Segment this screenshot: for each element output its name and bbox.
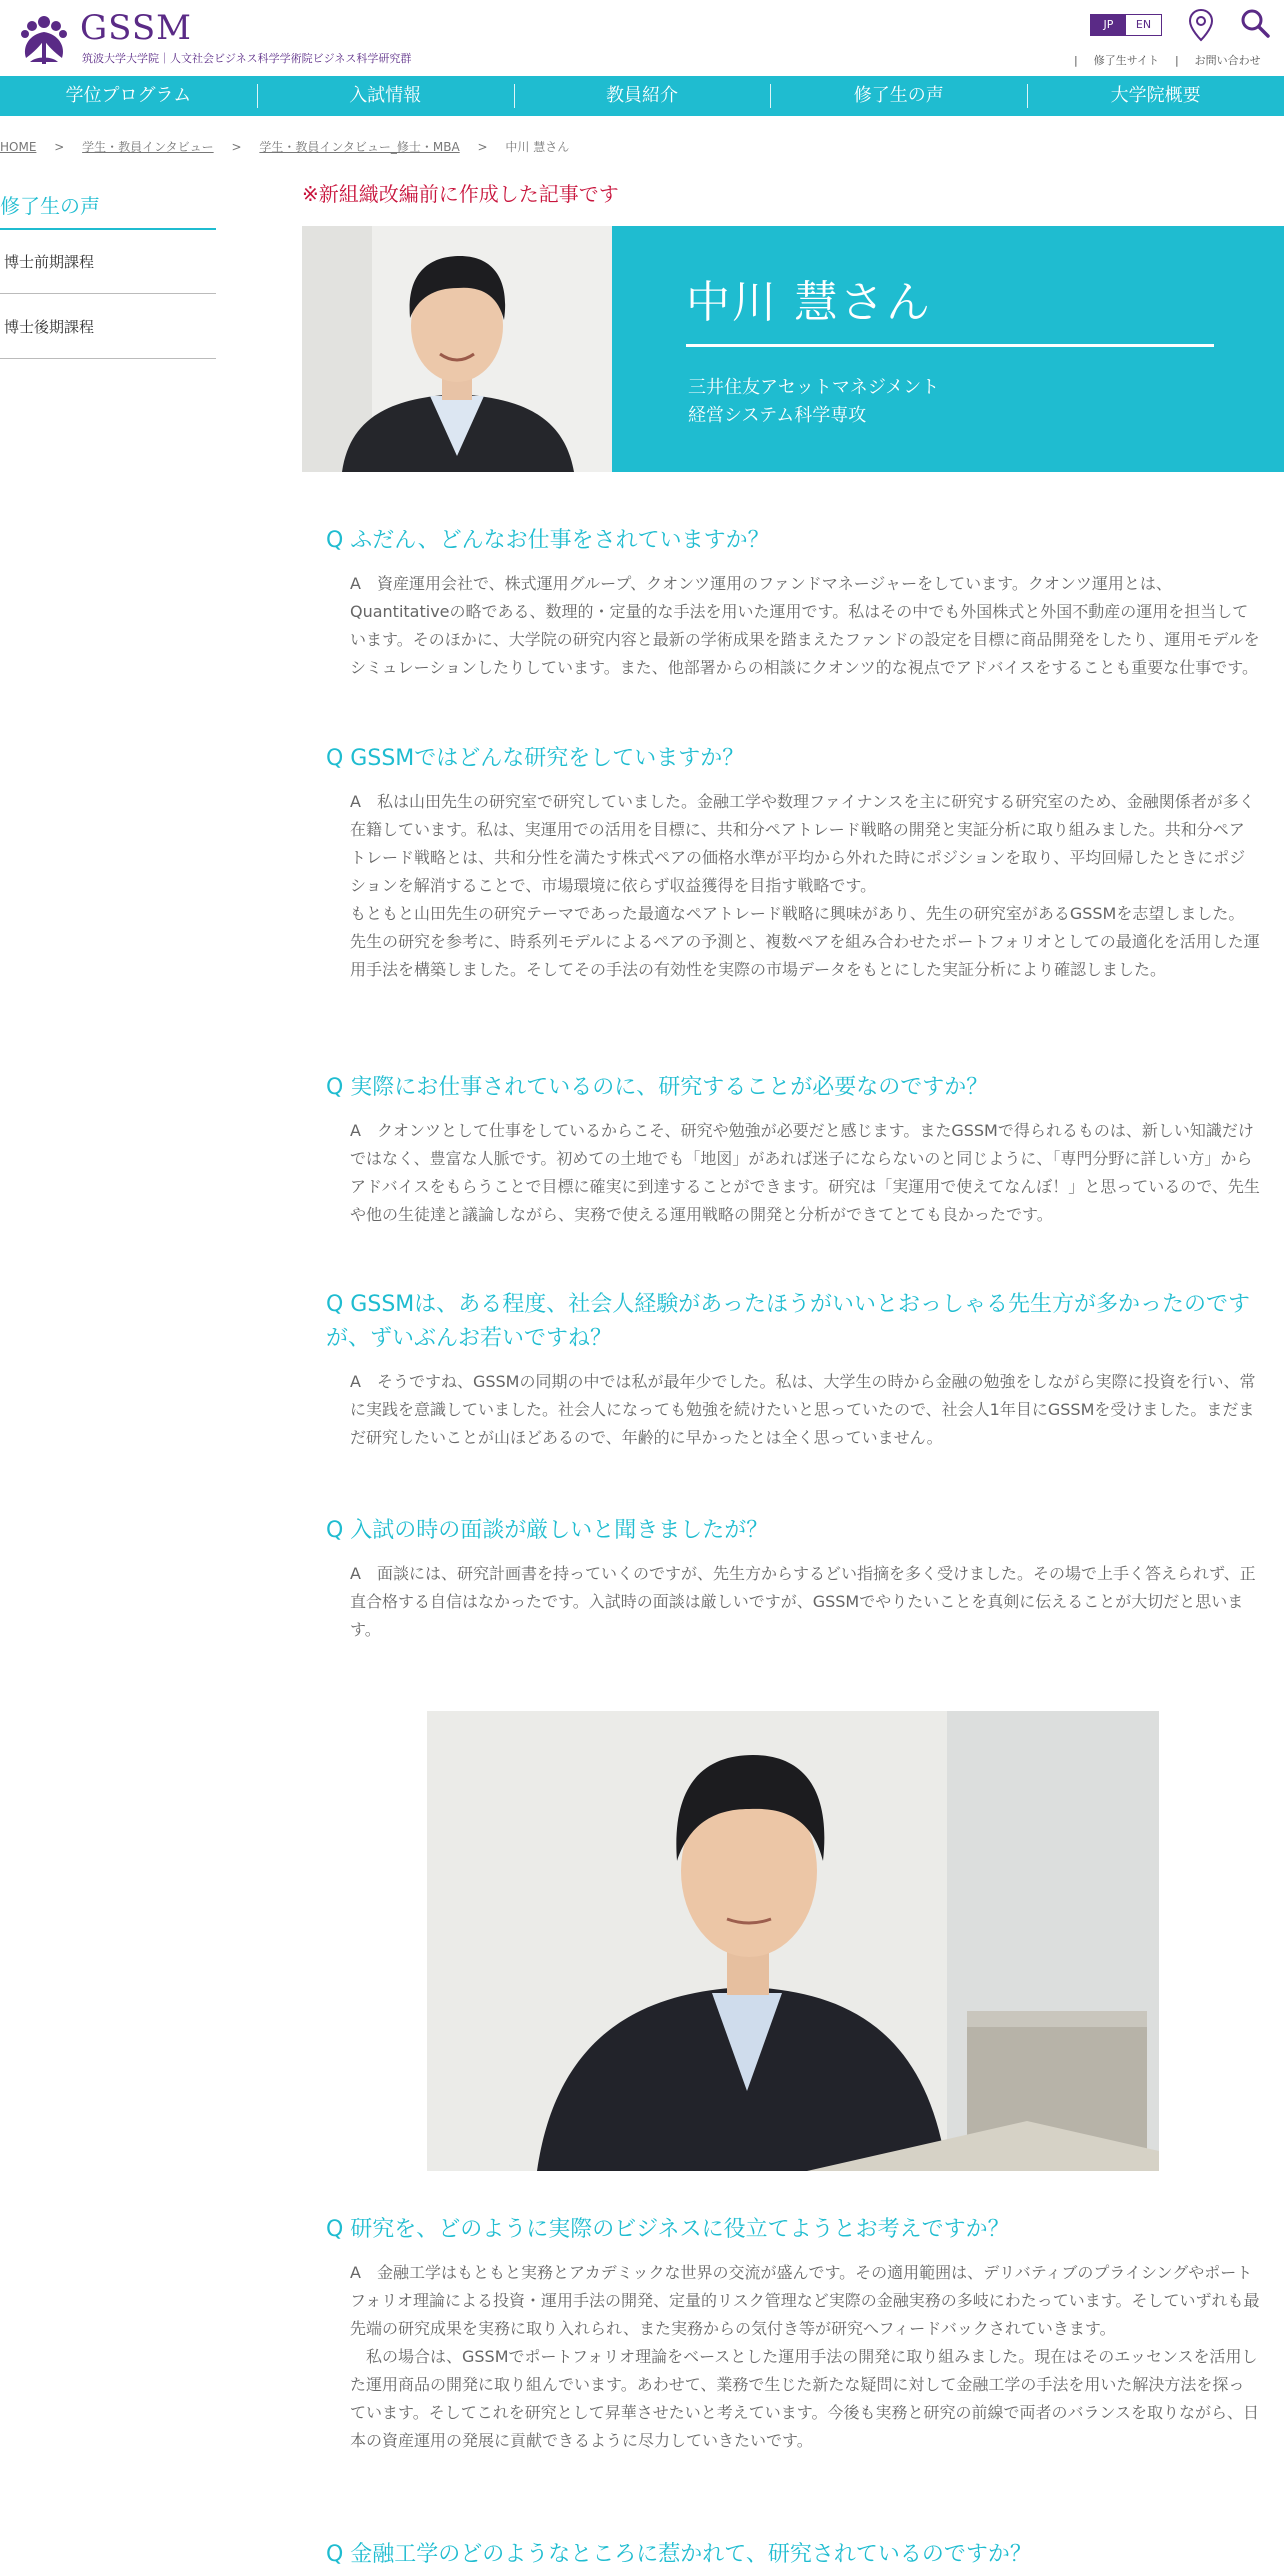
breadcrumb-home-link[interactable]: HOME (0, 140, 37, 154)
breadcrumb-mba-link[interactable]: 学生・教員インタビュー_修士・MBA (259, 140, 460, 154)
question-heading: Q 実際にお仕事されているのに、研究することが必要なのですか？ (326, 1075, 989, 1100)
qa-block (326, 1071, 1260, 1229)
breadcrumb-separator: > (477, 140, 488, 154)
alumni-site-link[interactable]: 修了生サイト (1093, 54, 1159, 67)
answer-text: A 面談には、研究計画書を持っていくのですが、先生方からするどい指摘を多く受けました。その場で上手く答えられず、正直合格する自信はなかったです。入試時の面談は厳しいですが、GSSMでやりたいことを真剣に伝えることが大切だと思います。 (350, 1564, 1256, 1639)
qa-block (326, 2538, 1260, 2572)
breadcrumb-interviews-link[interactable]: 学生・教員インタビュー (82, 140, 214, 154)
interview-photo (427, 1711, 1159, 2171)
qa-block (326, 524, 1260, 682)
brand-name[interactable]: GSSM (80, 8, 192, 48)
interviewee-program: 経営システム科学専攻 (688, 405, 867, 426)
breadcrumb-separator: > (54, 140, 65, 154)
question-heading: Q 研究を、どのように実際のビジネスに役立てようとお考えですか？ (326, 2217, 1010, 2242)
nav-item-alumni-voices[interactable]: 修了生の声 (770, 76, 1027, 116)
contact-link[interactable]: お問い合わせ (1194, 54, 1261, 67)
sidebar-item-masters[interactable]: 博士前期課程 (0, 230, 216, 294)
breadcrumb (0, 138, 569, 155)
lang-jp-button[interactable]: JP (1091, 15, 1126, 35)
brand-subtitle: 筑波大学大学院｜人文社会ビジネス科学学術院ビジネス科学研究群 (82, 52, 412, 65)
nav-item-degree-programs[interactable]: 学位プログラム (65, 85, 192, 106)
nav-item-faculty[interactable]: 教員紹介 (514, 76, 771, 116)
sidebar-item-doctoral[interactable]: 博士後期課程 (0, 295, 216, 359)
language-switch (1090, 14, 1162, 36)
utility-separator: | (1174, 54, 1179, 67)
breadcrumb-current: 中川 慧さん (505, 140, 570, 154)
nav-item-about[interactable]: 大学院概要 (1027, 76, 1284, 116)
breadcrumb-separator: > (231, 140, 242, 154)
qa-block (326, 1288, 1260, 1452)
lang-en-button[interactable]: EN (1126, 15, 1161, 35)
old-article-notice: ※新組織改編前に作成した記事です (302, 182, 619, 206)
answer-text: もともと山田先生の研究テーマであった最適なペアトレード戦略に興味があり、先生の研究室があるGSSMを志望しました。先生の研究を参考に、時系列モデルによるペアの予測と、複数ペアを組み合わせたポートフォリオとしての最適化を活用した運用手法を構築しました。そしてその手法の有効性を実際の市場データをもとにした実証分析により確認しました。 (350, 904, 1260, 979)
question-heading: Q GSSMではどんな研究をしていますか？ (326, 746, 745, 771)
sidebar-title[interactable]: 修了生の声 (0, 194, 100, 218)
qa-block (326, 2213, 1260, 2455)
qa-block (326, 1514, 1260, 1644)
paulownia-crest-logo[interactable] (16, 12, 72, 66)
utility-links (1066, 52, 1269, 68)
nav-item-admissions[interactable]: 入試情報 (257, 76, 514, 116)
answer-text: A クオンツとして仕事をしているからこそ、研究や勉強が必要だと感じます。またGSSMで得られるものは、新しい知識だけではなく、豊富な人脈です。初めての土地でも「地図」があれば迷子にならないのと同じように、「専門分野に詳しい方」からアドバイスをもらうことで目標に確実に到達することができます。研究は「実運用で使えてなんぼ！」と思っているので、先生や他の生徒達と議論しながら、実務で使える運用戦略の開発と分析ができてとても良かったです。 (350, 1121, 1260, 1224)
question-heading: Q 入試の時の面談が厳しいと聞きましたが？ (326, 1518, 769, 1543)
answer-text: 私の場合は、GSSMでポートフォリオ理論をベースとした運用手法の開発に取り組みました。現在はそのエッセンスを活用した運用商品の開発に取り組んでいます。あわせて、業務で生じた新たな疑問に対して金融工学の手法を用いた解決方法を探っています。そしてこれを研究として昇華させたいと考えています。今後も実務と研究の前線で両者のバランスを取りながら、日本の資産運用の発展に貢献できるように尽力していきたいです。 (350, 2347, 1259, 2450)
global-nav (0, 76, 1284, 116)
interviewee-name: 中川 慧さん (686, 277, 932, 328)
map-pin-icon[interactable] (1188, 8, 1214, 42)
profile-hero (302, 226, 1284, 472)
question-heading: Q 金融工学のどのようなところに惹かれて、研究されているのですか？ (326, 2542, 1032, 2567)
answer-text: A そうですね、GSSMの同期の中では私が最年少でした。私は、大学生の時から金融の勉強をしながら実際に投資を行い、常に実践を意識していました。社会人になっても勉強を続けたいと思っていたので、社会人1年目にGSSMを受けました。まだまだ研究したいことが山ほどあるので、年齢的に早かったとは全く思っていません。 (350, 1372, 1256, 1447)
question-heading: Q GSSMは、ある程度、社会人経験があったほうがいいとおっしゃる先生方が多かったのですが、ずいぶんお若いですね？ (326, 1292, 1251, 1351)
question-heading: Q ふだん、どんなお仕事をされていますか？ (326, 528, 770, 553)
qa-block (326, 742, 1260, 984)
answer-text: A 私は山田先生の研究室で研究していました。金融工学や数理ファイナンスを主に研究する研究室のため、金融関係者が多く在籍しています。私は、実運用での活用を目標に、共和分ペアトレード戦略の開発と実証分析に取り組みました。共和分ペアトレード戦略とは、共和分性を満たす株式ペアの価格水準が平均から外れた時にポジションを取り、平均回帰したときにポジションを解消することで、市場環境に依らず収益獲得を目指す戦略です。 (350, 792, 1255, 895)
interviewee-affiliation (688, 374, 939, 430)
interviewee-company: 三井住友アセットマネジメント (688, 377, 940, 398)
utility-separator: | (1074, 54, 1078, 67)
answer-text: A 資産運用会社で、株式運用グループ、クオンツ運用のファンドマネージャーをしています。クオンツ運用とは、Quantitativeの略である、数理的・定量的な手法を用いた運用です。私はその中でも外国株式と外国不動産の運用を担当しています。そのほかに、大学院の研究内容と最新の学術成果を踏まえたファンドの設定を目標に商品開発をしたり、運用モデルをシミュレーションしたりしています。また、他部署からの相談にクオンツ的な視点でアドバイスをすることも重要な仕事です。 (350, 574, 1260, 677)
hero-divider (686, 344, 1214, 347)
site-header (0, 0, 1284, 76)
search-icon[interactable] (1240, 8, 1270, 38)
answer-text: A 金融工学はもともと実務とアカデミックな世界の交流が盛んです。その適用範囲は、デリバティブのプライシングやポートフォリオ理論による投資・運用手法の開発、定量的リスク管理など実際の金融実務の多岐にわたっています。そしていずれも最先端の研究成果を実務に取り入れられ、また実務からの気付き等が研究へフィードバックされていきます。 (350, 2263, 1260, 2338)
profile-photo (302, 226, 612, 472)
